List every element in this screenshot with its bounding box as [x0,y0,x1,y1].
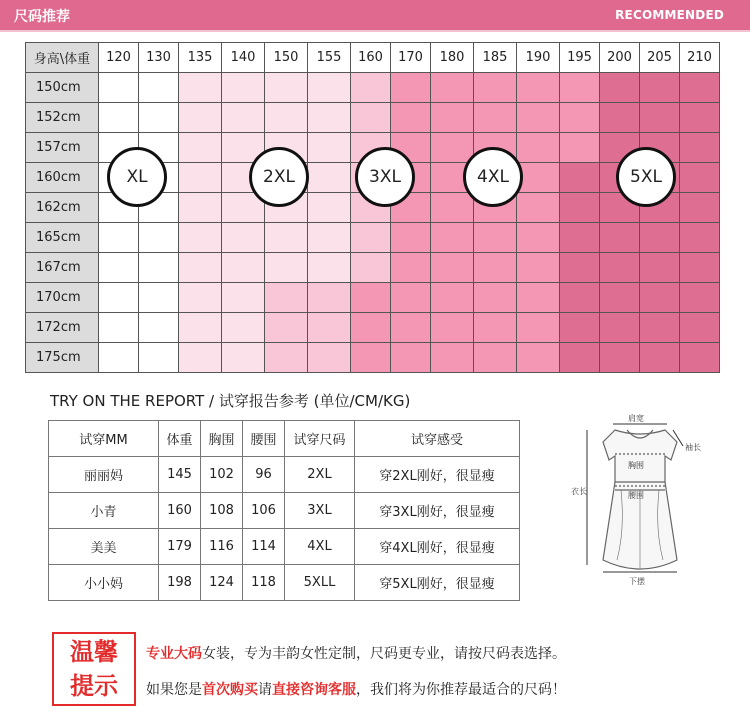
report-header-cell: 试穿尺码 [285,421,355,457]
report-header-cell: 体重 [159,421,201,457]
size-cell [222,223,265,253]
size-cell [600,343,640,373]
size-cell [179,223,222,253]
size-cell [680,193,720,223]
weight-header: 190 [517,43,560,73]
size-cell [139,73,179,103]
size-cell [431,313,474,343]
shoulder-label: 肩宽 [628,414,644,423]
size-cell [222,253,265,283]
size-cell [308,73,351,103]
size-cell [391,103,431,133]
size-cell [99,253,139,283]
weight-header: 155 [308,43,351,73]
size-cell [431,133,474,163]
size-cell [640,73,680,103]
size-cell [351,253,391,283]
size-cell [600,283,640,313]
report-header-cell: 腰围 [243,421,285,457]
report-header-cell: 试穿MM [49,421,159,457]
height-header: 160cm [26,163,99,193]
size-cell [474,253,517,283]
size-cell [139,223,179,253]
report-cell: 穿3XL刚好，很显瘦 [355,493,520,529]
tip-badge-line1: 温馨 [70,638,118,666]
size-cell [680,223,720,253]
size-cell [560,223,600,253]
size-cell [391,223,431,253]
size-cell [265,253,308,283]
size-cell [560,253,600,283]
size-cell [431,343,474,373]
size-cell [680,163,720,193]
weight-header: 140 [222,43,265,73]
size-cell [640,103,680,133]
size-cell [517,253,560,283]
height-header: 157cm [26,133,99,163]
size-cell [680,133,720,163]
report-cell: 小青 [49,493,159,529]
size-cell [640,253,680,283]
weight-header: 170 [391,43,431,73]
size-cell [431,193,474,223]
size-cell [680,313,720,343]
size-cell [474,103,517,133]
size-chart-table [25,42,720,373]
section-header [0,0,750,30]
report-cell: 114 [243,529,285,565]
size-chart-row [26,103,720,133]
size-cell [99,283,139,313]
header-divider [0,30,750,32]
size-cell [222,103,265,133]
size-badge-3xl: 3XL [355,147,415,207]
report-cell: 小小妈 [49,565,159,601]
size-chart-corner: 身高\体重 [26,43,99,73]
size-cell [179,283,222,313]
size-cell [680,253,720,283]
size-cell [265,343,308,373]
report-cell: 160 [159,493,201,529]
size-cell [560,283,600,313]
size-cell [99,223,139,253]
report-cell: 102 [201,457,243,493]
size-cell [222,73,265,103]
report-cell: 116 [201,529,243,565]
size-cell [222,343,265,373]
report-cell: 118 [243,565,285,601]
report-header-cell: 胸围 [201,421,243,457]
size-cell [179,253,222,283]
size-cell [474,313,517,343]
size-badge-4xl: 4XL [463,147,523,207]
size-cell [179,103,222,133]
section-title: 尺码推荐 [14,9,70,25]
size-cell [600,223,640,253]
size-cell [179,193,222,223]
height-header: 150cm [26,73,99,103]
report-cell: 穿4XL刚好，很显瘦 [355,529,520,565]
size-cell [680,283,720,313]
size-cell [179,73,222,103]
weight-header: 180 [431,43,474,73]
size-cell [391,253,431,283]
chest-label: 胸围 [628,461,644,470]
size-cell [391,73,431,103]
report-row [49,457,520,493]
size-cell [517,223,560,253]
size-chart-row [26,283,720,313]
weight-header: 210 [680,43,720,73]
weight-header: 120 [99,43,139,73]
size-cell [99,73,139,103]
report-cell: 106 [243,493,285,529]
size-cell [431,103,474,133]
size-cell [517,313,560,343]
size-cell [99,103,139,133]
size-cell [600,103,640,133]
weight-header: 200 [600,43,640,73]
size-cell [139,313,179,343]
report-cell: 4XL [285,529,355,565]
height-header: 172cm [26,313,99,343]
size-cell [560,343,600,373]
size-cell [179,343,222,373]
size-cell [391,283,431,313]
size-cell [265,103,308,133]
size-cell [179,163,222,193]
size-cell [308,103,351,133]
tip-highlight-first-purchase: 首次购买 [202,682,258,698]
report-cell: 145 [159,457,201,493]
size-chart-row [26,223,720,253]
report-cell: 124 [201,565,243,601]
size-cell [179,313,222,343]
weight-header: 205 [640,43,680,73]
try-on-report-table [48,420,520,601]
size-cell [474,223,517,253]
tip-badge-line2: 提示 [70,672,118,700]
report-cell: 198 [159,565,201,601]
size-cell [265,223,308,253]
size-cell [600,253,640,283]
weight-header: 185 [474,43,517,73]
size-cell [139,283,179,313]
size-cell [474,283,517,313]
weight-header: 130 [139,43,179,73]
size-cell [680,73,720,103]
size-cell [308,133,351,163]
size-cell [431,253,474,283]
size-cell [517,133,560,163]
size-cell [517,103,560,133]
size-badge-xl: XL [107,147,167,207]
hem-label: 下摆 [629,577,645,586]
size-cell [99,343,139,373]
report-cell: 穿2XL刚好，很显瘦 [355,457,520,493]
size-cell [474,343,517,373]
height-header: 175cm [26,343,99,373]
waist-label: 腰围 [628,491,644,500]
size-cell [517,343,560,373]
weight-header: 195 [560,43,600,73]
size-cell [391,343,431,373]
dress-measurement-diagram [565,410,715,590]
size-cell [139,343,179,373]
tip-highlight-contact-service: 直接咨询客服 [272,682,356,698]
report-cell: 穿5XL刚好，很显瘦 [355,565,520,601]
report-cell: 美美 [49,529,159,565]
size-cell [640,283,680,313]
size-cell [308,193,351,223]
size-cell [431,223,474,253]
height-header: 167cm [26,253,99,283]
size-cell [179,133,222,163]
size-cell [560,193,600,223]
sleeve-label: 袖长 [685,443,701,452]
size-cell [600,73,640,103]
size-cell [351,103,391,133]
report-cell: 2XL [285,457,355,493]
size-cell [600,313,640,343]
size-chart-row [26,343,720,373]
size-cell [560,103,600,133]
size-cell [391,313,431,343]
size-cell [139,103,179,133]
report-row [49,493,520,529]
report-row [49,565,520,601]
weight-header: 160 [351,43,391,73]
size-cell [308,253,351,283]
size-cell [640,343,680,373]
size-cell [222,313,265,343]
size-chart-row [26,73,720,103]
size-cell [308,163,351,193]
size-cell [308,343,351,373]
report-cell: 108 [201,493,243,529]
size-cell [474,73,517,103]
report-cell: 丽丽妈 [49,457,159,493]
size-cell [265,73,308,103]
size-cell [517,283,560,313]
size-chart-row [26,253,720,283]
size-cell [265,313,308,343]
size-cell [265,283,308,313]
size-cell [139,253,179,283]
tip-line-2: 如果您是首次购买请直接咨询客服，我们将为你推荐最适合的尺码！ [146,682,566,698]
size-badge-2xl: 2XL [249,147,309,207]
size-cell [351,283,391,313]
size-cell [99,313,139,343]
size-cell [308,223,351,253]
report-cell: 96 [243,457,285,493]
size-cell [640,313,680,343]
tip-badge [52,632,136,706]
size-cell [560,163,600,193]
size-cell [308,283,351,313]
report-cell: 5XLL [285,565,355,601]
size-cell [517,193,560,223]
height-header: 165cm [26,223,99,253]
weight-header: 135 [179,43,222,73]
report-title: TRY ON THE REPORT / 试穿报告参考 (单位/CM/KG) [50,392,411,410]
section-subtitle: RECOMMENDED [615,8,724,22]
report-header-cell: 试穿感受 [355,421,520,457]
size-cell [351,223,391,253]
size-cell [308,313,351,343]
size-cell [680,103,720,133]
report-cell: 179 [159,529,201,565]
size-cell [640,223,680,253]
size-cell [351,343,391,373]
size-cell [560,73,600,103]
size-cell [680,343,720,373]
size-cell [431,283,474,313]
size-cell [351,313,391,343]
tip-line-1: 专业大码女装，专为丰韵女性定制，尺码更专业，请按尺码表选择。 [146,646,566,662]
size-chart-row [26,313,720,343]
size-cell [560,313,600,343]
length-label: 衣长 [571,487,587,496]
size-cell [517,73,560,103]
tip-highlight-plus-size: 专业大码 [146,646,202,662]
size-cell [222,283,265,313]
size-cell [431,73,474,103]
size-cell [351,73,391,103]
height-header: 152cm [26,103,99,133]
height-header: 170cm [26,283,99,313]
size-badge-5xl: 5XL [616,147,676,207]
report-row [49,529,520,565]
height-header: 162cm [26,193,99,223]
report-cell: 3XL [285,493,355,529]
weight-header: 150 [265,43,308,73]
size-cell [560,133,600,163]
